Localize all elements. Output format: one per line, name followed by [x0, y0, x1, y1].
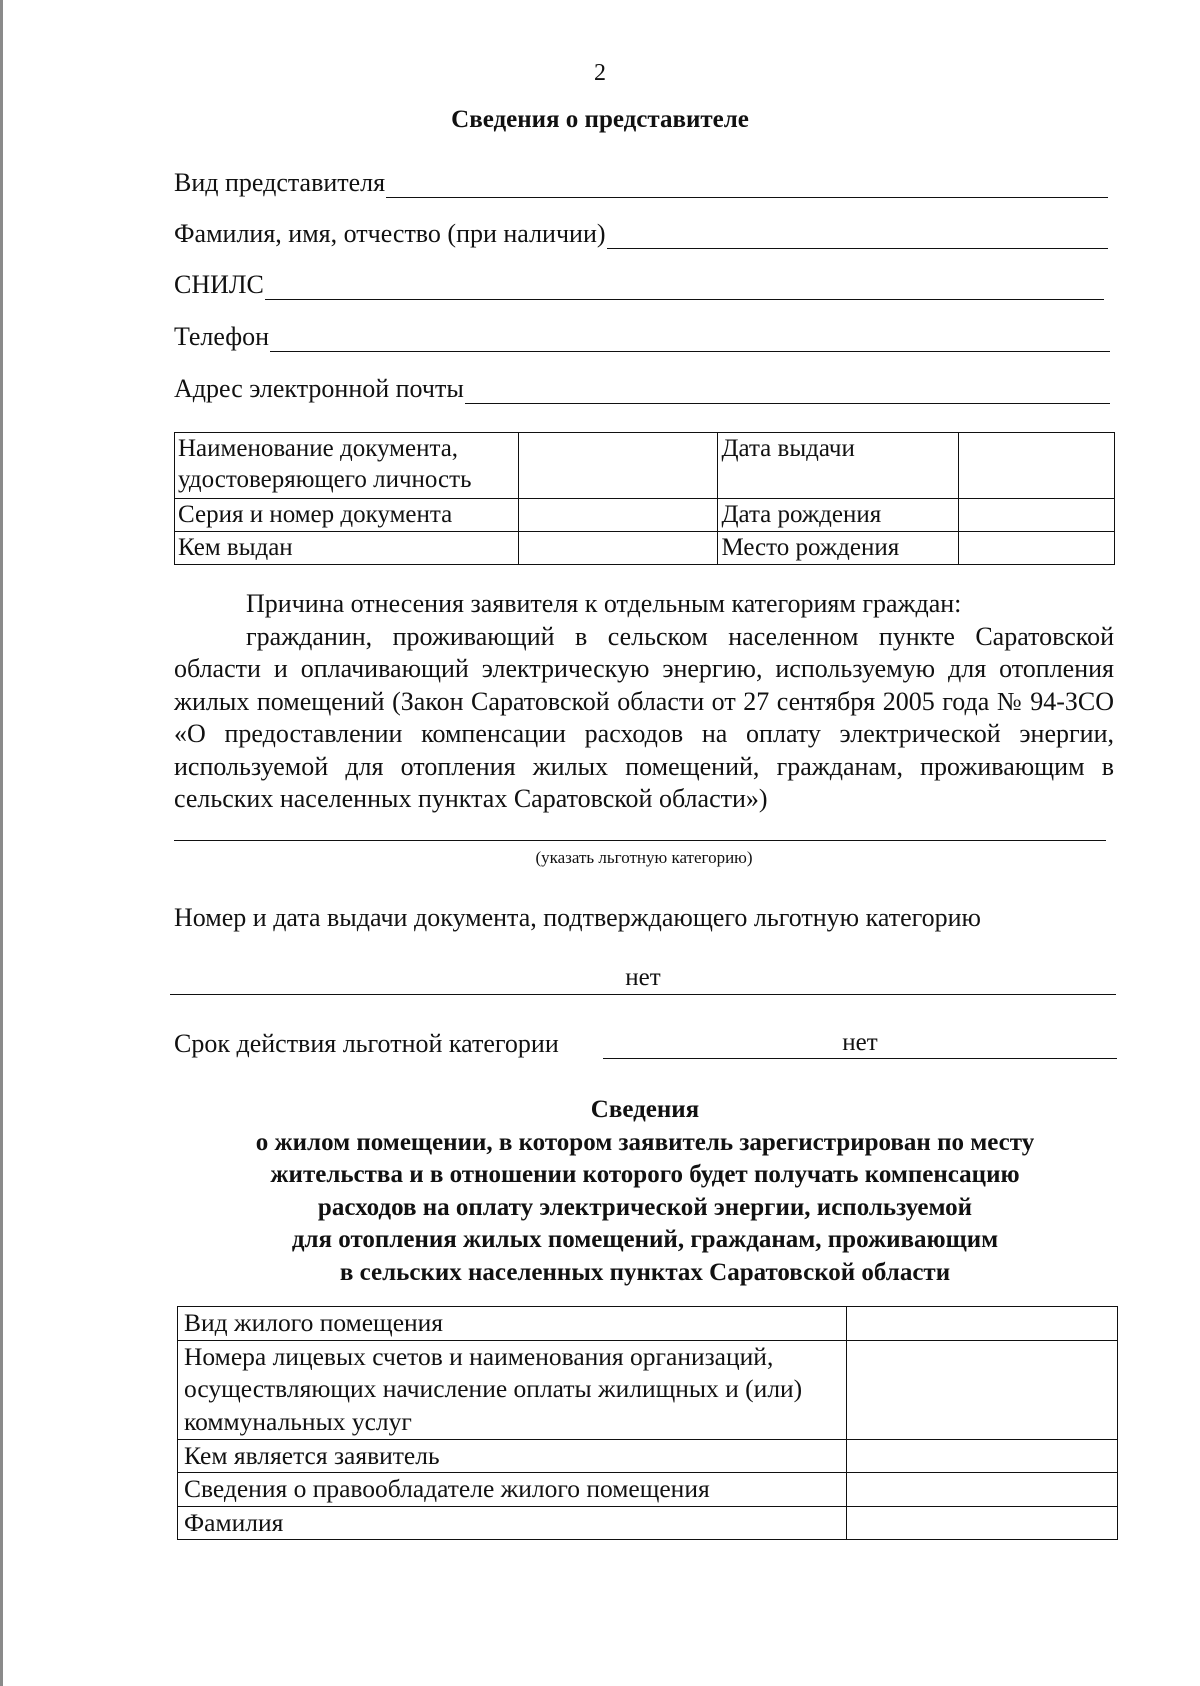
field-snils[interactable] [174, 270, 1104, 300]
housing-title-line: в сельских населенных пунктах Саратовской области [339, 1258, 951, 1286]
benefit-document-value: нет [625, 964, 661, 991]
table-cell-value[interactable] [518, 532, 718, 565]
scan-edge [0, 0, 3, 1686]
benefit-document-line[interactable] [170, 994, 1116, 995]
field-underline [386, 171, 1108, 198]
field-label: СНИЛС [174, 270, 264, 299]
table-cell-value[interactable] [959, 499, 1115, 532]
field-full-name[interactable] [174, 219, 1108, 249]
table-row [175, 532, 1115, 565]
table-cell-label: Номера лицевых счетов и наименования организаций, осуществляющих начисление оплаты жилищных и (или) коммунальных услуг [178, 1340, 847, 1439]
table-cell-label: Вид жилого помещения [178, 1307, 847, 1341]
category-line[interactable] [174, 840, 1106, 841]
table-cell-label: Фамилия [178, 1506, 847, 1540]
table-row [178, 1439, 1118, 1473]
field-label: Адрес электронной почты [174, 374, 464, 403]
housing-table [177, 1306, 1118, 1540]
field-underline [270, 325, 1110, 352]
housing-section-title [0, 1094, 1200, 1289]
table-cell-label: Серия и номер документа [175, 499, 519, 532]
table-cell-label: Кем является заявитель [178, 1439, 847, 1473]
table-cell-label: Сведения о правообладателе жилого помещения [178, 1473, 847, 1507]
table-row [178, 1506, 1118, 1540]
housing-title-line: расходов на оплату электрической энергии, используемой [317, 1193, 973, 1221]
table-cell-value[interactable] [847, 1340, 1118, 1439]
benefit-term-label: Срок действия льготной категории [174, 1029, 559, 1058]
table-cell-label: Кем выдан [175, 532, 519, 565]
field-label: Фамилия, имя, отчество (при наличии) [174, 219, 606, 248]
housing-title-line: жительства и в отношении которого будет получать компенсацию [270, 1161, 1020, 1188]
table-cell-value[interactable] [847, 1506, 1118, 1540]
table-cell-value[interactable] [959, 433, 1115, 499]
field-underline [607, 222, 1108, 249]
reason-heading: Причина отнесения заявителя к отдельным категориям граждан: [246, 589, 962, 618]
field-email[interactable] [174, 374, 1110, 404]
field-label: Телефон [174, 322, 270, 351]
identity-document-table [174, 432, 1115, 565]
table-cell-value[interactable] [959, 532, 1115, 565]
benefit-term-line[interactable] [603, 1058, 1117, 1059]
table-cell-label: Место рождения [718, 532, 959, 565]
reason-text: гражданин, проживающий в сельском населенном пункте Саратовской области и оплачивающий электрическую энергию, используемую для отопления жилых помещений (Закон Саратовской области от 27 сентября 2005 года № 94-ЗСО «О предоставлении компенсации расходов на оплату электрической энергии, используемой для отопления жилых помещений, гражданам, проживающим в сельских населенных пунктах Саратовской области») [174, 621, 1114, 813]
table-cell-label: Наименование документа, удостоверяющего личность [175, 433, 519, 499]
page-number: 2 [594, 60, 606, 86]
housing-title-line: для отопления жилых помещений, гражданам, проживающим [291, 1226, 999, 1253]
housing-title-line: о жилом помещении, в котором заявитель зарегистрирован по месту [255, 1128, 1035, 1156]
field-underline [465, 377, 1110, 404]
table-cell-value[interactable] [518, 499, 718, 532]
benefit-term-value: нет [842, 1029, 878, 1056]
table-cell-value[interactable] [847, 1307, 1118, 1341]
field-phone[interactable] [174, 322, 1110, 352]
field-underline [265, 273, 1104, 300]
table-cell-value[interactable] [847, 1439, 1118, 1473]
category-caption: (указать льготную категорию) [535, 848, 753, 867]
table-row [175, 499, 1115, 532]
field-label: Вид представителя [174, 168, 386, 197]
field-representative-type[interactable] [174, 168, 1108, 198]
table-row [178, 1340, 1118, 1439]
table-cell-value[interactable] [847, 1473, 1118, 1507]
representative-section-title: Сведения о представителе [451, 106, 749, 133]
table-cell-value[interactable] [518, 433, 718, 499]
table-row [175, 433, 1115, 499]
table-cell-label: Дата рождения [718, 499, 959, 532]
table-cell-label: Дата выдачи [718, 433, 959, 499]
housing-title-line: Сведения [590, 1096, 700, 1123]
table-row [178, 1307, 1118, 1341]
reason-block [174, 588, 1114, 816]
benefit-document-label: Номер и дата выдачи документа, подтверждающего льготную категорию [174, 903, 981, 932]
table-row [178, 1473, 1118, 1507]
